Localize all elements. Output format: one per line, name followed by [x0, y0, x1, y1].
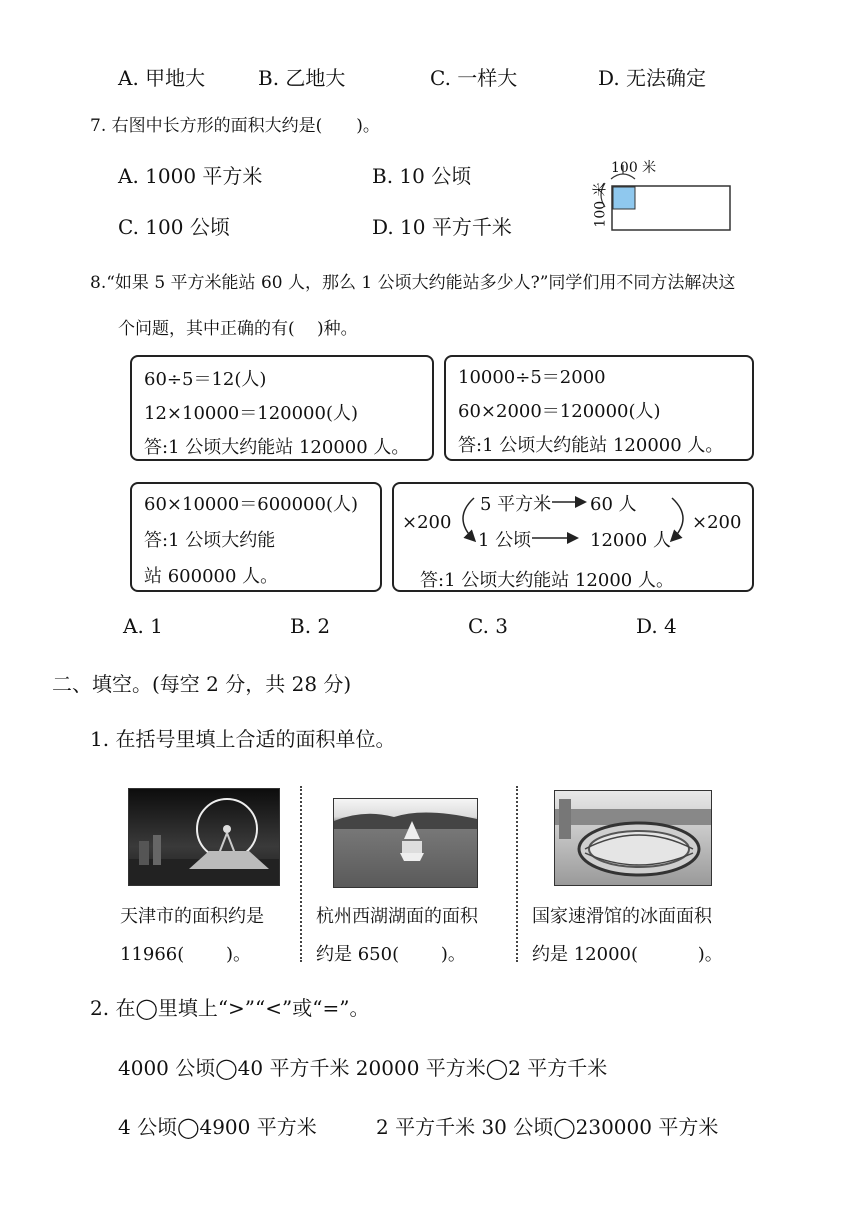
q6-option-d[interactable]: D. 无法确定: [598, 66, 707, 90]
q8-method-box-1: [130, 355, 434, 461]
q8-stem-line1: 8.“如果 5 平方米能站 60 人，那么 1 公顷大约能站多少人?”同学们用不同方法解决这: [90, 273, 736, 293]
q7-option-a[interactable]: A. 1000 平方米: [118, 164, 263, 188]
q8-option-b[interactable]: B. 2: [290, 614, 331, 638]
speed-skating-oval-photo: [554, 790, 712, 886]
q7-option-c[interactable]: C. 100 公顷: [118, 215, 230, 239]
q8-method-box-3: [130, 482, 382, 592]
s2-q2-row2-right: 2 平方千米 30 公顷◯230000 平方米: [376, 1115, 719, 1139]
q8-option-c[interactable]: C. 3: [468, 614, 509, 638]
photo-separator-2: [516, 786, 518, 962]
method4-answer: 答:1 公顷大约能站 12000 人。: [420, 570, 674, 591]
method1-line3: 答:1 公顷大约能站 120000 人。: [144, 437, 410, 458]
ferris-wheel-icon: [129, 789, 279, 885]
caption-skating-line1: 国家速滑馆的冰面面积: [532, 906, 712, 927]
caption-skating-line2: 约是 12000( )。: [532, 944, 723, 965]
q8-method-box-2: [444, 355, 754, 461]
section2-title: 二、填空。(每空 2 分，共 28 分): [52, 672, 352, 696]
method4-row1-left: 5 平方米: [480, 494, 552, 515]
method2-line2: 60×2000＝120000(人): [458, 401, 661, 422]
q6-option-b[interactable]: B. 乙地大: [258, 66, 346, 90]
method4-right-multiplier: ×200: [692, 512, 742, 533]
westlake-photo: [333, 798, 478, 888]
photo-separator-1: [300, 786, 302, 962]
caption-tianjin-line2: 11966( )。: [120, 944, 252, 965]
method3-line3: 站 600000 人。: [144, 566, 279, 587]
method4-row2-left: 1 公顷: [478, 530, 532, 551]
s2-q2-stem: 2. 在◯里填上“>”“<”或“=”。: [90, 996, 370, 1020]
method2-line1: 10000÷5＝2000: [458, 367, 606, 388]
tianjin-photo: [128, 788, 280, 886]
q7-option-b[interactable]: B. 10 公顷: [372, 164, 472, 188]
q7-rectangle-figure: [585, 155, 745, 235]
s2-q1-stem: 1. 在括号里填上合适的面积单位。: [90, 727, 396, 751]
q8-option-a[interactable]: A. 1: [123, 614, 163, 638]
q7-stem: 7. 右图中长方形的面积大约是( )。: [90, 116, 380, 136]
s2-q2-row1: 4000 公顷◯40 平方千米 20000 平方米◯2 平方千米: [118, 1056, 608, 1080]
caption-westlake-line2: 约是 650( )。: [316, 944, 466, 965]
q8-stem-line2: 个问题，其中正确的有( )种。: [118, 319, 358, 339]
method4-left-multiplier: ×200: [402, 512, 452, 533]
caption-westlake-line1: 杭州西湖湖面的面积: [316, 906, 478, 927]
q6-option-c[interactable]: C. 一样大: [430, 66, 518, 90]
method1-line1: 60÷5＝12(人): [144, 369, 267, 390]
method1-line2: 12×10000＝120000(人): [144, 403, 359, 424]
s2-q2-row2-left: 4 公顷◯4900 平方米: [118, 1115, 317, 1139]
q7-option-d[interactable]: D. 10 平方千米: [372, 215, 512, 239]
q7-figure-side-label: 100 米: [592, 182, 609, 228]
method3-line1: 60×10000＝600000(人): [144, 494, 359, 515]
q8-method-box-4: [392, 482, 754, 592]
q8-option-d[interactable]: D. 4: [636, 614, 677, 638]
boat-icon: [334, 799, 477, 887]
caption-tianjin-line1: 天津市的面积约是: [120, 906, 264, 927]
method4-row2-right: 12000 人: [590, 530, 671, 551]
method2-line3: 答:1 公顷大约能站 120000 人。: [458, 435, 724, 456]
q7-figure-top-label: 100 米: [611, 160, 657, 176]
q6-option-a[interactable]: A. 甲地大: [118, 66, 206, 90]
stadium-icon: [555, 791, 711, 885]
method3-line2: 答:1 公顷大约能: [144, 530, 276, 551]
method4-row1-right: 60 人: [590, 494, 637, 515]
